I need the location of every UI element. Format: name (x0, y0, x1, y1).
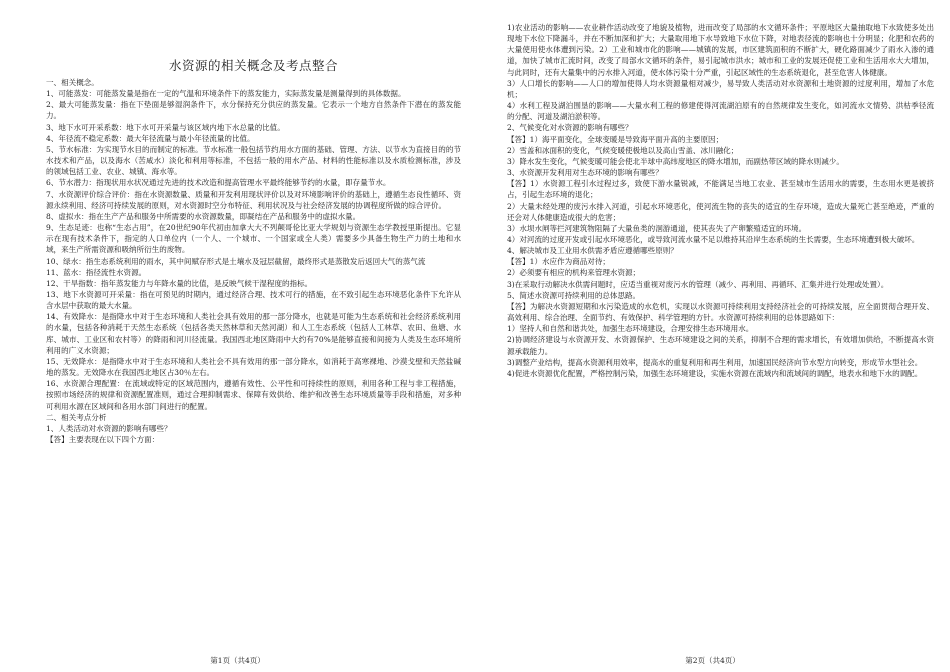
paragraph: 13、地下水资源可开采量：指在可预见的时期内，通过经济合理、技术可行的措施，在不致引起生态环境恶化条件下允许从含水层中获取的最大水量。 (46, 289, 461, 311)
paragraph: 9、生态足迹：也称“生态占用”，在20世纪90年代初由加拿大大不列颠哥伦比亚大学规划与资源生态学教授里斯提出。它显示在现有技术条件下，指定的人口单位内（一个人、一个城市、一个国家或全人类）需要多少具备生物生产力的土地和水域，来生产所需资源和吸纳所衍生的废物。 (46, 223, 461, 255)
paragraph: 1）坚持人和自然和谐共处，加强生态环境建设，合理安排生态环境用水。 (507, 324, 754, 334)
paragraph: 【答】1）水应作为商品对待； (507, 257, 610, 267)
paragraph: 2)协调经济建设与水资源开发、水资源保护、生态环境建设之间的关系，抑制不合理的需求增长，有效增加供给，不断提高水资源承载能力。 (507, 335, 934, 356)
paragraph: 5、简述水资源可持续利用的总体思路。 (507, 290, 641, 300)
page-footer: 第2页（共4页） (685, 656, 740, 665)
paragraph: 15、无效降水：是指降水中对于生态环境和人类社会不具有效用的那一部分降水，如消耗于高寒裸地、沙漠戈壁和天然盐碱地的蒸发。无效降水在我国西北地区占30％左右。 (46, 356, 461, 378)
paragraph: 3)调整产业结构，提高水资源利用效率，提高水的重复利用和再生利用，加速国民经济向节水型方向转变，形成节水型社会。 (507, 357, 923, 367)
paragraph: 2）必须要有相应的机构来管理水资源； (507, 268, 641, 278)
paragraph: 3)在采取行动解决水供需问题时，应适当重视对废污水的管理（减少、再利用、再循环、汇集并进行处理或处置）。 (507, 279, 889, 289)
paragraph: 2、最大可能蒸发量：指在下垫面是够湿润条件下，水分保持充分供应的蒸发量。它表示一个地方自然条件下潜在的蒸发能力。 (46, 100, 461, 121)
paragraph: 【答】1）水资源工程引水过程过多，致使下游水量锐减，不能满足当地工农业、甚至城市生活用水的需要，生态用水更是被挤占，引起生态环境的退化； (507, 179, 934, 200)
paragraph: 【答】1）海平面变化，全球变暖是导致海平面升高的主要原因； (507, 134, 724, 144)
paragraph: 11、蓝水：指径流性水资源。 (46, 267, 147, 277)
paragraph: 8、虚拟水：指在生产产品和服务中所需要的水资源数量，即凝结在产品和服务中的虚拟水量。 (46, 211, 361, 221)
paragraph: 2）雪盖和冰面积的变化，气候变暖使极地以及高山雪盖、冰川融化； (507, 145, 739, 155)
paragraph: 【答】为解决水资源短期和水污染造成的水危机，实现以水资源可持续利用支持经济社会的可持续发展，应全面贯彻合理开发、高效利用、综合治理、全面节约、有效保护、科学管理的方针。水资源可持续利用的总体思路如下： (507, 301, 934, 323)
paragraph: 1)农业活动的影响——农业耕作活动改变了地貌及植物，进而改变了局部的水文循环条件；平原地区大量抽取地下水致使多处出现地下水位下降漏斗，并在不断加深和扩大；大量取用地下水导致地下水位下降，对地表径流的影响也十分明显；化肥和农药的大量使用使水体遭到污染。2）工业和城市化的影响——城镇的发展，市区建筑面积的不断扩大，硬化路面减少了雨水入渗的通道，加快了城市汇流时间，改变了局部水文循环的条件，易引起城市洪水；城市和工业的发展还促使工业和生活用水大大增加，与此同时，还有大量集中的污水排入河道，使水体污染十分严重，引起区域性的生态系统退化，甚至危害人体健康。 (507, 23, 934, 77)
paragraph: 4、年径流不稳定系数：最大年径流量与最小年径流量的比值。 (46, 133, 255, 143)
paragraph: 2、气候变化对水资源的影响有哪些？ (507, 123, 633, 133)
paragraph: 7、水资源评价综合评价：指在水资源数量、质量和开发利用现状评价以及对环境影响评价的基础上，遵循生态良性循环、资源永续利用、经济可持续发展的原则，对水资源时空分布特征、利用状况及与社会经济发展的协调程度所做的综合评价。 (46, 189, 461, 210)
paragraph: 3）人口增长的影响——人口的增加使得人均水资源量相对减少，易导致人类活动对水资源和土地资源的过度利用，增加了水危机； (507, 78, 934, 99)
paragraph: 10、绿水：指生态系统利用的雨水，其中间赋存形式是土壤水及冠层截留，最终形式是蒸散发后返回大气的蒸气流 (46, 256, 426, 266)
paragraph: 1、人类活动对水资源的影响有哪些？ (46, 423, 172, 433)
left-page-body (46, 77, 461, 445)
paragraph: 1、可能蒸发：可能蒸发量是指在一定的气温和环境条件下的蒸发能力，实际蒸发量是测量得到的具体数据。 (46, 89, 406, 99)
paragraph: 一、相关概念。 (46, 78, 99, 87)
paragraph: 4、解决城市及工业用水供需矛盾应遵循哪些原则？ (507, 246, 678, 256)
document-title: 水资源的相关概念及考点整合 (168, 58, 338, 73)
paragraph: 4）水利工程及湖泊围垦的影响——大量水利工程的修建使得河流湖泊原有的自然规律发生变化，如河流水文情势、洪枯季径流的分配、河道及湖泊淤积等。 (507, 101, 934, 122)
paragraph: 12、干旱指数：指年蒸发能力与年降水量的比值，是反映气候干湿程度的指标。 (46, 278, 313, 288)
page-footer: 第1页（共4页） (210, 656, 265, 665)
paragraph: 4）对河流的过度开发或引起水环境恶化，或导致河流水量不足以维持其沿岸生态系统的生长需要，生态环境遭到极大破坏。 (507, 234, 920, 244)
paragraph: 【答】主要表现在以下四个方面： (46, 435, 160, 444)
paragraph: 4)促进水资源优化配置，严格控制污染，加强生态环境建设，实施水资源在流域内和流域间的调配，地表水和地下水的调配。 (507, 368, 923, 378)
paragraph: 16、水资源合理配置：在流域或特定的区域范围内，遵循有效性、公平性和可持续性的原则，利用各种工程与非工程措施，按照市场经济的规律和资源配置准则，通过合理抑制需求、保障有效供给、维护和改善生态环境质量等手段和措施，对多种可利用水源在区域间和各用水部门间进行的配置。 (46, 379, 461, 411)
paragraph: 3、水资源开发利用对生态环境的影响有哪些？ (507, 168, 663, 178)
paragraph: 2）大量未经处理的废污水排入河道，引起水环境恶化，使河流生物的丧失的适宜的生存环境，造成大量死亡甚至绝迹，严重的还会对人体健康造成很大的危害； (507, 201, 934, 222)
paragraph: 6、节水潜力：指现状用水状况通过先进的技术改造和提高管理水平最终能够节约的水量，即存量节水。 (46, 178, 391, 188)
paragraph: 二、相关考点分析 (46, 412, 107, 422)
right-page-body (507, 22, 934, 379)
right-page (475, 0, 950, 672)
paragraph: 3）降水发生变化，气候变暖可能会使北半球中高纬度地区的降水增加，而副热带区域的降水则减少。 (507, 156, 844, 166)
paragraph: 5、节水标准：为实现节水目的而制定的标准。节水标准一般包括节约用水方面的基础、管理、方法、以节水为直接目的的节水技术和产品，以及海水（苦咸水）淡化和利用等标准，不包括一般的用水产品、材料的性能标准以及水质检测标准，涉及的领域包括工业、农业、城镇、海水等。 (46, 144, 461, 177)
paragraph: 3、地下水可开采系数：地下水可开采量与该区域内地下水总量的比值。 (46, 122, 285, 132)
paragraph: 3）水坝水闸等拦河建筑物阻隔了大量鱼类的洄游通道，使其丧失了产卵繁殖适宜的环境。 (507, 223, 807, 233)
paragraph: 14、有效降水：是指降水中对于生态环境和人类社会具有效用的那一部分降水，也就是可能为生态系统和社会经济系统利用的水量，包括各种消耗于天然生态系统（包括各类天然林草和天然河湖）和人工生态系统（包括人工林草、农田、鱼塘、水库、城市、工业区和农村等）的降雨和河川径流量。我国西北地区降雨中大约有70%是能够直接和间接为人类及生态环境所利用的广义水资源； (46, 312, 461, 355)
